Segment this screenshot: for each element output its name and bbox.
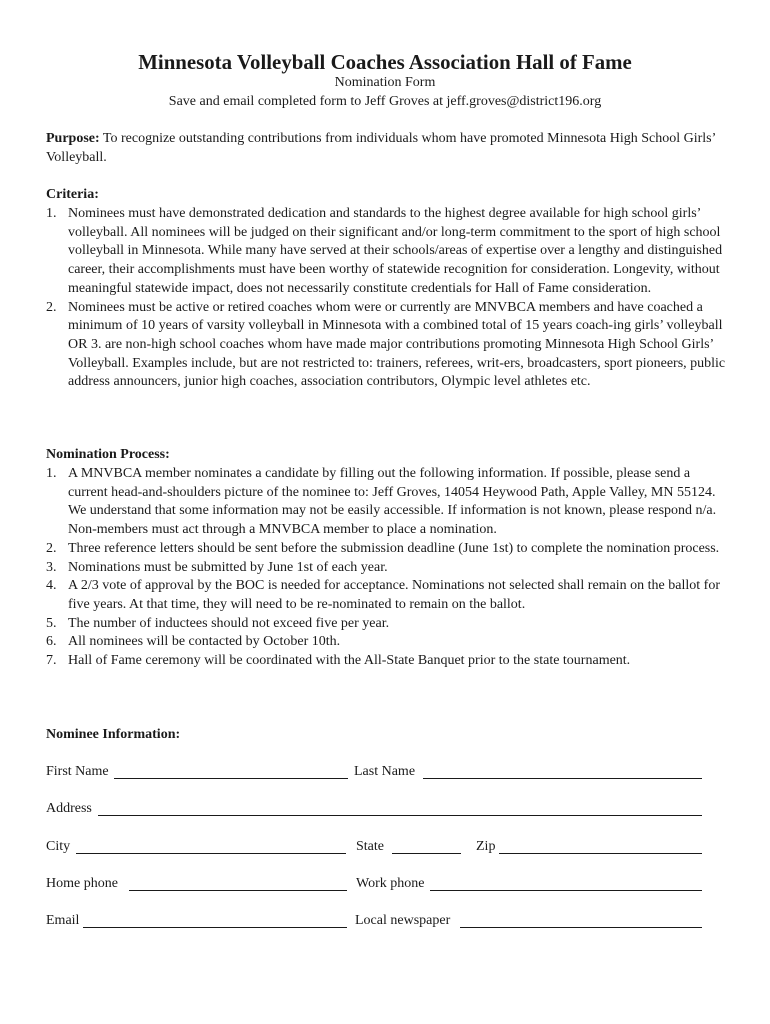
submission-instructions: Save and email completed form to Jeff Groves at jeff.groves@district196.org — [168, 94, 602, 109]
first-name-label: First Name — [46, 764, 109, 779]
email-label: Email — [46, 913, 80, 928]
state-label: State — [356, 839, 384, 854]
criteria-list — [46, 205, 726, 392]
local-newspaper-field[interactable] — [460, 927, 702, 928]
email-field[interactable] — [83, 927, 347, 928]
list-item: 2. Nominees must be active or retired coaches whom were or currently are MNVBCA members and have coached a minimum of 10 years of varsity volleyball in Minnesota with a combined total of 15 years coach-ing girls’ volleyball OR 3. are non-high school coaches whom have made major contributions promoting Minnesota High School Girls’ Volleyball. Examples include, but are not restricted to: trainers, referees, writ-ers, broadcasters, sport pioneers, public address announcers, junior high coaches, association contributors, Olympic level athletes etc. — [46, 299, 726, 390]
list-item: 5. The number of inductees should not exceed five per year. — [46, 615, 390, 631]
page-title: Minnesota Volleyball Coaches Association Hall of Fame — [138, 50, 632, 74]
form-subtitle: Nomination Form — [334, 75, 436, 90]
address-field[interactable] — [98, 815, 702, 816]
work-phone-label: Work phone — [356, 876, 425, 891]
state-field[interactable] — [392, 853, 461, 854]
first-name-field[interactable] — [114, 778, 348, 779]
city-label: City — [46, 839, 71, 854]
city-field[interactable] — [76, 853, 346, 854]
purpose-text: To recognize outstanding contributions from individuals whom have promoted Minnesota High School Girls’ Volleyball. — [46, 131, 716, 165]
list-item: 3. Nominations must be submitted by June 1st of each year. — [46, 559, 388, 575]
zip-label: Zip — [476, 839, 496, 854]
purpose-paragraph — [46, 130, 726, 167]
last-name-label: Last Name — [354, 764, 416, 779]
list-item: 2. Three reference letters should be sent before the submission deadline (June 1st) to complete the nomination process. — [46, 540, 720, 556]
list-item: 4. A 2/3 vote of approval by the BOC is needed for acceptance. Nominations not selected shall remain on the ballot for five years. At that time, they will need to be re-nominated to remain on the ballot. — [46, 578, 720, 612]
work-phone-field[interactable] — [430, 890, 702, 891]
purpose-label: Purpose: — [46, 131, 100, 146]
nomination-process-heading: Nomination Process: — [46, 447, 170, 462]
nominee-information-heading: Nominee Information: — [46, 727, 181, 742]
home-phone-label: Home phone — [46, 876, 118, 891]
list-item: 1. Nominees must have demonstrated dedication and standards to the highest degree available for high school girls’ volleyball. All nominees will be judged on their significant and/or long-term commitment to the sport of high school volleyball in Minnesota. While many have served at their schools/areas of expertise over a lengthy and distinguished career, their accomplishments must have been worthy of statewide recognition for consideration. Longevity, without meaningful statewide impact, does not necessarily constitute credentials for Hall of Fame consideration. — [46, 206, 723, 296]
address-label: Address — [46, 801, 92, 816]
list-item: 7. Hall of Fame ceremony will be coordinated with the All-State Banquet prior to the state tournament. — [46, 653, 631, 669]
list-item: 1. A MNVBCA member nominates a candidate by filling out the following information. If possible, please send a current head-and-shoulders picture of the nominee to: Jeff Groves, 14054 Heywood Path, Apple Valley, MN 55124. We understand that some information may not be easily accessible. If information is not known, please respond n/a. Non-members must act through a MNVBCA member to place a nomination. — [46, 466, 717, 538]
criteria-heading: Criteria: — [46, 187, 99, 202]
home-phone-field[interactable] — [129, 890, 347, 891]
last-name-field[interactable] — [423, 778, 702, 779]
list-item: 6. All nominees will be contacted by October 10th. — [46, 634, 341, 650]
process-list — [46, 465, 726, 671]
zip-field[interactable] — [499, 853, 702, 854]
local-newspaper-label: Local newspaper — [355, 913, 451, 928]
